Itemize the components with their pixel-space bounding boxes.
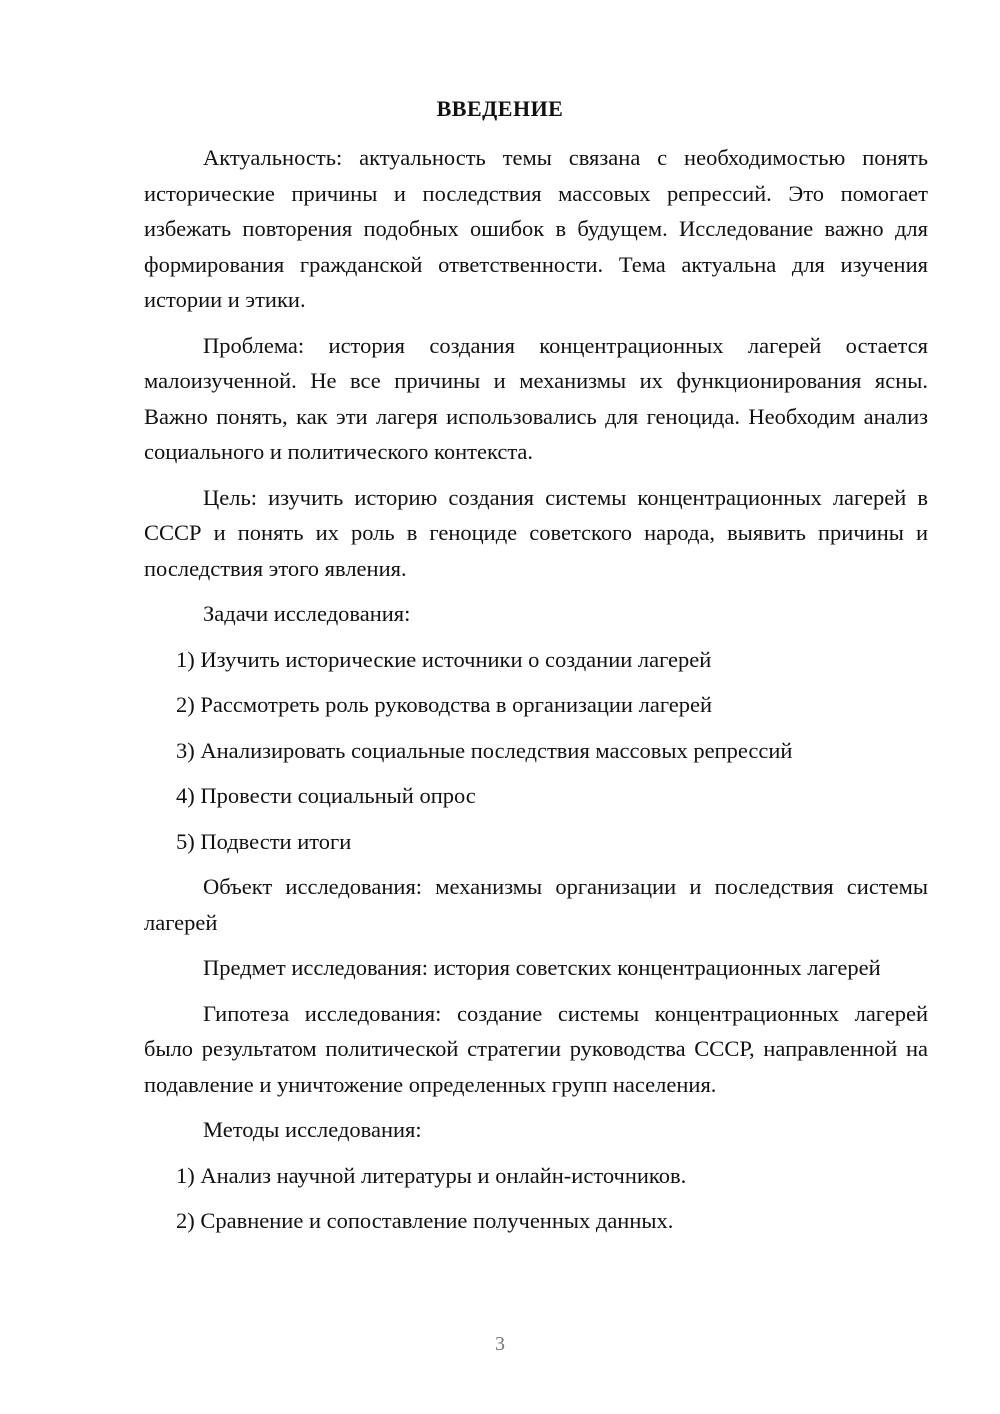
problem-paragraph: Проблема: история создания концентрационных лагерей остается малоизученной. Не все причины и механизмы их функционирования ясны. Важно понять, как эти лагеря использовались для геноцида. Необходим анализ социального и политического контекста. <box>144 332 928 464</box>
task-item: 4) Провести социальный опрос <box>176 783 476 808</box>
method-item: 1) Анализ научной литературы и онлайн-источников. <box>176 1162 687 1188</box>
methods-heading: Методы исследования: <box>203 1117 422 1142</box>
task-item: 1) Изучить исторические источники о создании лагерей <box>176 646 712 672</box>
subject-paragraph: Предмет исследования: история советских концентрационных лагерей <box>203 955 881 980</box>
section-body <box>144 140 928 1249</box>
task-item: 5) Подвести итоги <box>176 828 352 854</box>
task-item: 2) Рассмотреть роль руководства в организации лагерей <box>176 692 713 717</box>
page-number: 3 <box>495 1333 505 1355</box>
tasks-heading: Задачи исследования: <box>203 601 411 626</box>
hypothesis-paragraph: Гипотеза исследования: создание системы концентрационных лагерей было результатом политической стратегии руководства СССР, направленной на подавление и уничтожение определенных групп населения. <box>144 1000 928 1097</box>
method-item: 2) Сравнение и сопоставление полученных данных. <box>176 1208 674 1233</box>
task-item: 3) Анализировать социальные последствия массовых репрессий <box>176 737 793 763</box>
goal-paragraph: Цель: изучить историю создания системы концентрационных лагерей в СССР и понять их роль в геноциде советского народа, выявить причины и последствия этого явления. <box>144 484 928 581</box>
object-paragraph: Объект исследования: механизмы организации и последствия системы лагерей <box>144 874 928 935</box>
relevance-paragraph: Актуальность: актуальность темы связана с необходимостью понять исторические причины и последствия массовых репрессий. Это помогает избежать повторения подобных ошибок в будущем. Исследование важно для формирования гражданской ответственности. Тема актуальна для изучения истории и этики. <box>144 145 928 312</box>
section-title: ВВЕДЕНИЕ <box>436 96 564 121</box>
